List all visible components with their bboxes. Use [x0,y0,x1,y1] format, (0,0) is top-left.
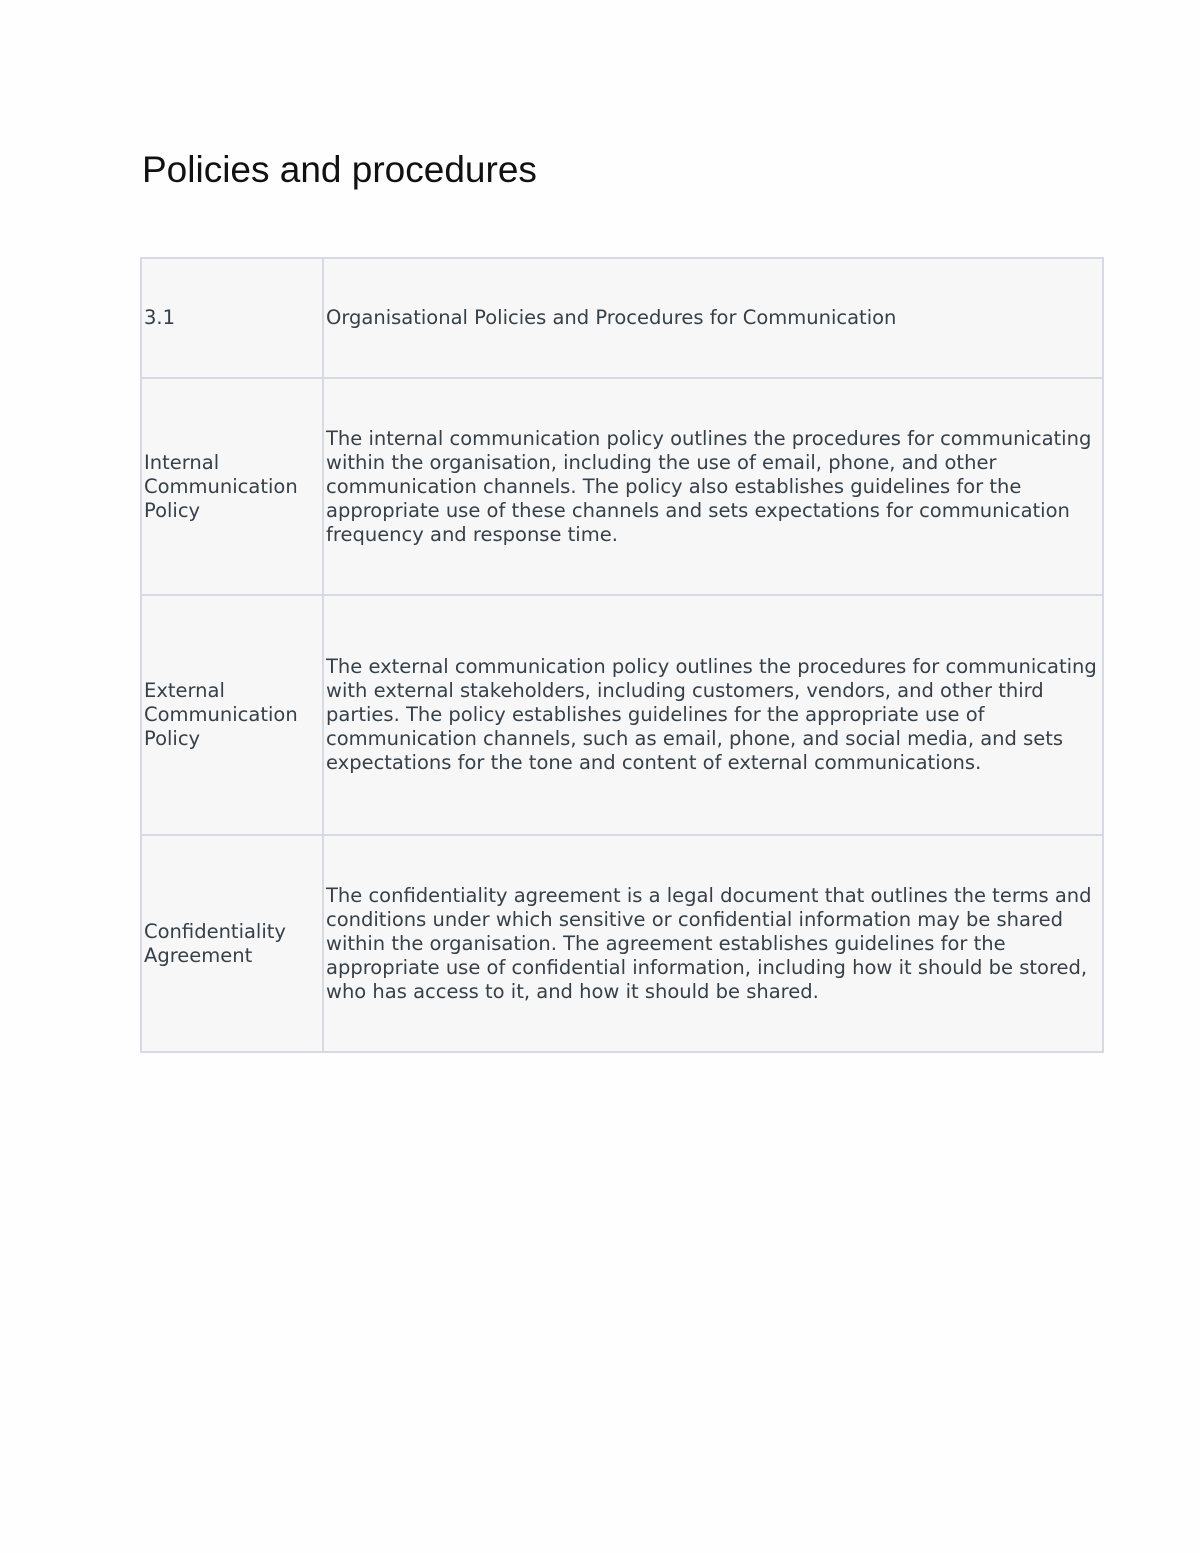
row-description-cell: The confidentiality agreement is a legal document that outlines the terms and conditions under which sensitive or confidential information may be shared within the organisation. The agreement establishes guidelines for the appropriate use of confidential information, including how it should be stored, who has access to it, and how it should be shared. [323,835,1103,1052]
table-row [141,835,1103,1052]
row-label-cell: External Communication Policy [141,595,323,835]
table-row [141,258,1103,378]
row-description-cell: Organisational Policies and Procedures for Communication [323,258,1103,378]
row-label-cell: 3.1 [141,258,323,378]
table-row [141,595,1103,835]
row-label-cell: Internal Communication Policy [141,378,323,595]
row-description-cell: The internal communication policy outlines the procedures for communicating within the organisation, including the use of email, phone, and other communication channels. The policy also establishes guidelines for the appropriate use of these channels and sets expectations for communication frequency and response time. [323,378,1103,595]
table-row [141,378,1103,595]
row-description-cell: The external communication policy outlines the procedures for communicating with external stakeholders, including customers, vendors, and other third parties. The policy establishes guidelines for the appropriate use of communication channels, such as email, phone, and social media, and sets expectations for the tone and content of external communications. [323,595,1103,835]
row-label-cell: Confidentiality Agreement [141,835,323,1052]
page-title: Policies and procedures [142,149,537,190]
policy-table [140,257,1104,1053]
